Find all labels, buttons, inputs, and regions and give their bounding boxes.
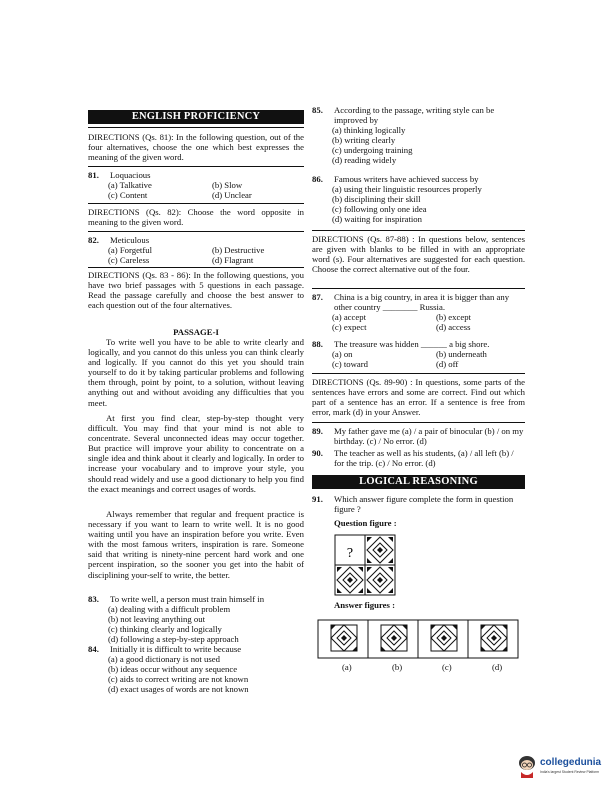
option-b[interactable]: (b) ideas occur without any sequence [108,664,238,675]
option-b[interactable]: (b) Destructive [212,245,265,255]
question-88 [312,339,525,373]
option-a[interactable]: (a) dealing with a difficult problem [108,604,231,614]
option-a[interactable]: (a) thinking logically [332,125,406,135]
question-text: My father gave me (a) / a pair of binocular (b) / on my birthday. (c) / No error. (d) [334,426,524,447]
answer-label-a: (a) [342,662,352,672]
question-text: Which answer figure complete the form in question figure ? [334,494,514,515]
option-d[interactable]: (d) off [436,359,459,369]
logo-tagline: India's largest Student Review Platform [540,770,600,774]
option-d[interactable]: (d) Unclear [212,190,252,200]
question-text: Famous writers have achieved success by [334,174,479,184]
option-c[interactable]: (c) toward [332,359,368,369]
answer-figure-a[interactable] [331,625,357,651]
answer-label-d: (d) [492,662,503,672]
option-c[interactable]: (c) Content [108,190,148,200]
question-text: The teacher as well as his students, (a) / all left (b) / for the trip. (c) / No error. (d) [334,448,514,469]
directions-text: DIRECTIONS (Qs. 81): In the following question, out of the four alternatives, choose the one which best expresses the meaning of the given word. [88,132,304,163]
option-b[interactable]: (b) writing clearly [332,135,396,146]
answer-figure-d[interactable] [481,625,507,651]
question-86 [312,174,525,228]
option-c[interactable]: (c) Careless [108,255,150,265]
answer-figures [316,619,521,661]
directions-82: DIRECTIONS (Qs. 82): Choose the word opposite in meaning to the given word. [88,207,304,228]
option-a[interactable]: (a) a good dictionary is not used [108,654,220,664]
question-83 [88,594,304,646]
answer-label-b: (b) [392,662,403,672]
option-d[interactable]: (d) Flagrant [212,255,254,265]
question-number: 82. [88,235,99,245]
option-c[interactable]: (c) undergoing training [332,145,413,156]
divider [88,231,304,232]
question-number: 84. [88,644,99,654]
question-90 [312,448,525,470]
divider [88,127,304,128]
question-number: 86. [312,174,323,184]
directions-87-88: DIRECTIONS (Qs. 87-88) : In questions below, sentences are given with blanks to be filled in with an appropriate word (s). Four alternatives are suggested for each question. Choose the correct alternative out of the four. [312,234,525,275]
directions-81 [88,132,304,162]
answer-labels-row [312,662,525,674]
question-text: Initially it is difficult to write because [110,644,242,654]
question-81 [88,170,304,212]
option-d[interactable]: (d) following a step-by-step approach [108,634,239,645]
divider [312,422,525,423]
option-d[interactable]: (d) reading widely [332,155,397,166]
option-d[interactable]: (d) waiting for inspiration [332,214,422,225]
section-header-english: ENGLISH PROFICIENCY [88,110,304,124]
option-a[interactable]: (a) using their linguistic resources properly [332,184,482,194]
question-91 [312,494,525,520]
question-number: 87. [312,292,323,302]
option-d[interactable]: (d) exact usages of words are not known [108,684,249,695]
question-85 [312,105,525,175]
option-b[interactable]: (b) disciplining their skill [332,194,421,205]
question-text: China is a big country, in area it is bigger than any other country ________ Russia. [334,292,510,313]
divider [88,203,304,204]
option-c[interactable]: (c) following only one idea [332,204,427,215]
option-c[interactable]: (c) expect [332,322,367,332]
question-number: 89. [312,426,323,436]
answer-figure-c[interactable] [431,625,457,651]
divider [88,166,304,167]
divider [312,373,525,374]
question-word: Meticulous [110,235,150,245]
option-c[interactable]: (c) thinking clearly and logically [108,624,222,635]
divider [312,288,525,289]
question-text: According to the passage, writing style can be improved by [334,105,495,126]
question-word: Loquacious [110,170,151,180]
question-figure [334,534,396,596]
diamond-pattern-cell [367,567,393,593]
option-c[interactable]: (c) aids to correct writing are not known [108,674,249,685]
answer-figures-label: Answer figures : [334,600,395,610]
option-b[interactable]: (b) underneath [436,349,487,359]
diamond-pattern-cell [367,537,393,563]
question-text: The treasure was hidden ______ a big shore. [334,339,490,349]
diamond-pattern-cell [337,567,363,593]
option-b[interactable]: (b) not leaving anything out [108,614,205,625]
directions-83-86: DIRECTIONS (Qs. 83 - 86): In the following questions, you have two brief passages with 5 questions in each passage. Read the passage carefully and choose the best answer to each question out of the four alternatives. [88,270,304,311]
passage-paragraph-2: At first you find clear, step-by-step thought very difficult. You may find that your mind is not able to concentrate. Several unconnected ideas may occur together. But practice will improve your ability to concentrate on a single idea and think about it clearly and logically. In order to increase your vocabulary and to improve your style, you should read widely and use a good dictionary to help you find the exact meanings and correct usages of words. [88,413,304,494]
divider [312,230,525,231]
question-89 [312,426,525,448]
question-text: To write well, a person must train himself in [110,594,265,604]
mascot-icon [516,754,538,778]
divider [88,267,304,268]
option-a[interactable]: (a) Talkative [108,180,152,190]
directions-89-90: DIRECTIONS (Qs. 89-90) : In questions, some parts of the sentences have errors and some are correct. Find out which part of a sentence has an error. If a sentence is free from error, mark (d) in your Answer. [312,377,525,418]
passage-paragraph-1: To write well you have to be able to write clearly and logically, and you cannot do this unless you can think clearly and logically. If you cannot do this yet you should train yourself to do it by taking particular problems and following them through, point by point, to a solution, without leaving anything out and without avoiding any difficulties that you meet. [88,337,304,408]
question-number: 90. [312,448,323,458]
question-number: 83. [88,594,99,604]
option-a[interactable]: (a) Forgetful [108,245,152,255]
question-number: 91. [312,494,323,504]
question-number: 88. [312,339,323,349]
collegedunia-logo [516,752,610,782]
question-number: 85. [312,105,323,115]
option-b[interactable]: (b) Slow [212,180,243,190]
answer-label-c: (c) [442,662,452,672]
option-b[interactable]: (b) except [436,312,471,322]
logo-brand: collegedunia [540,757,602,768]
question-number: 81. [88,170,99,180]
question-87 [312,292,525,340]
question-84 [88,644,304,696]
section-header-logical: LOGICAL REASONING [312,475,525,489]
answer-figure-b[interactable] [381,625,407,651]
question-figure-label: Question figure : [334,518,397,528]
option-a[interactable]: (a) accept [332,312,366,322]
option-a[interactable]: (a) on [332,349,353,359]
passage-paragraph-3: Always remember that regular and frequent practice is necessary if you want to learn to write well. It is no good waiting until you have an inspiration before you write. Even with the most famous writers, inspiration is rare. Someone said that writing is ninety-nine percent hard work and one percent inspiration, so the sooner you get into the habit of disciplining your-self to write, the better. [88,509,304,580]
question-mark: ? [346,546,354,561]
option-d[interactable]: (d) access [436,322,471,332]
passage-title: PASSAGE-I [173,327,219,337]
question-82 [88,235,304,269]
